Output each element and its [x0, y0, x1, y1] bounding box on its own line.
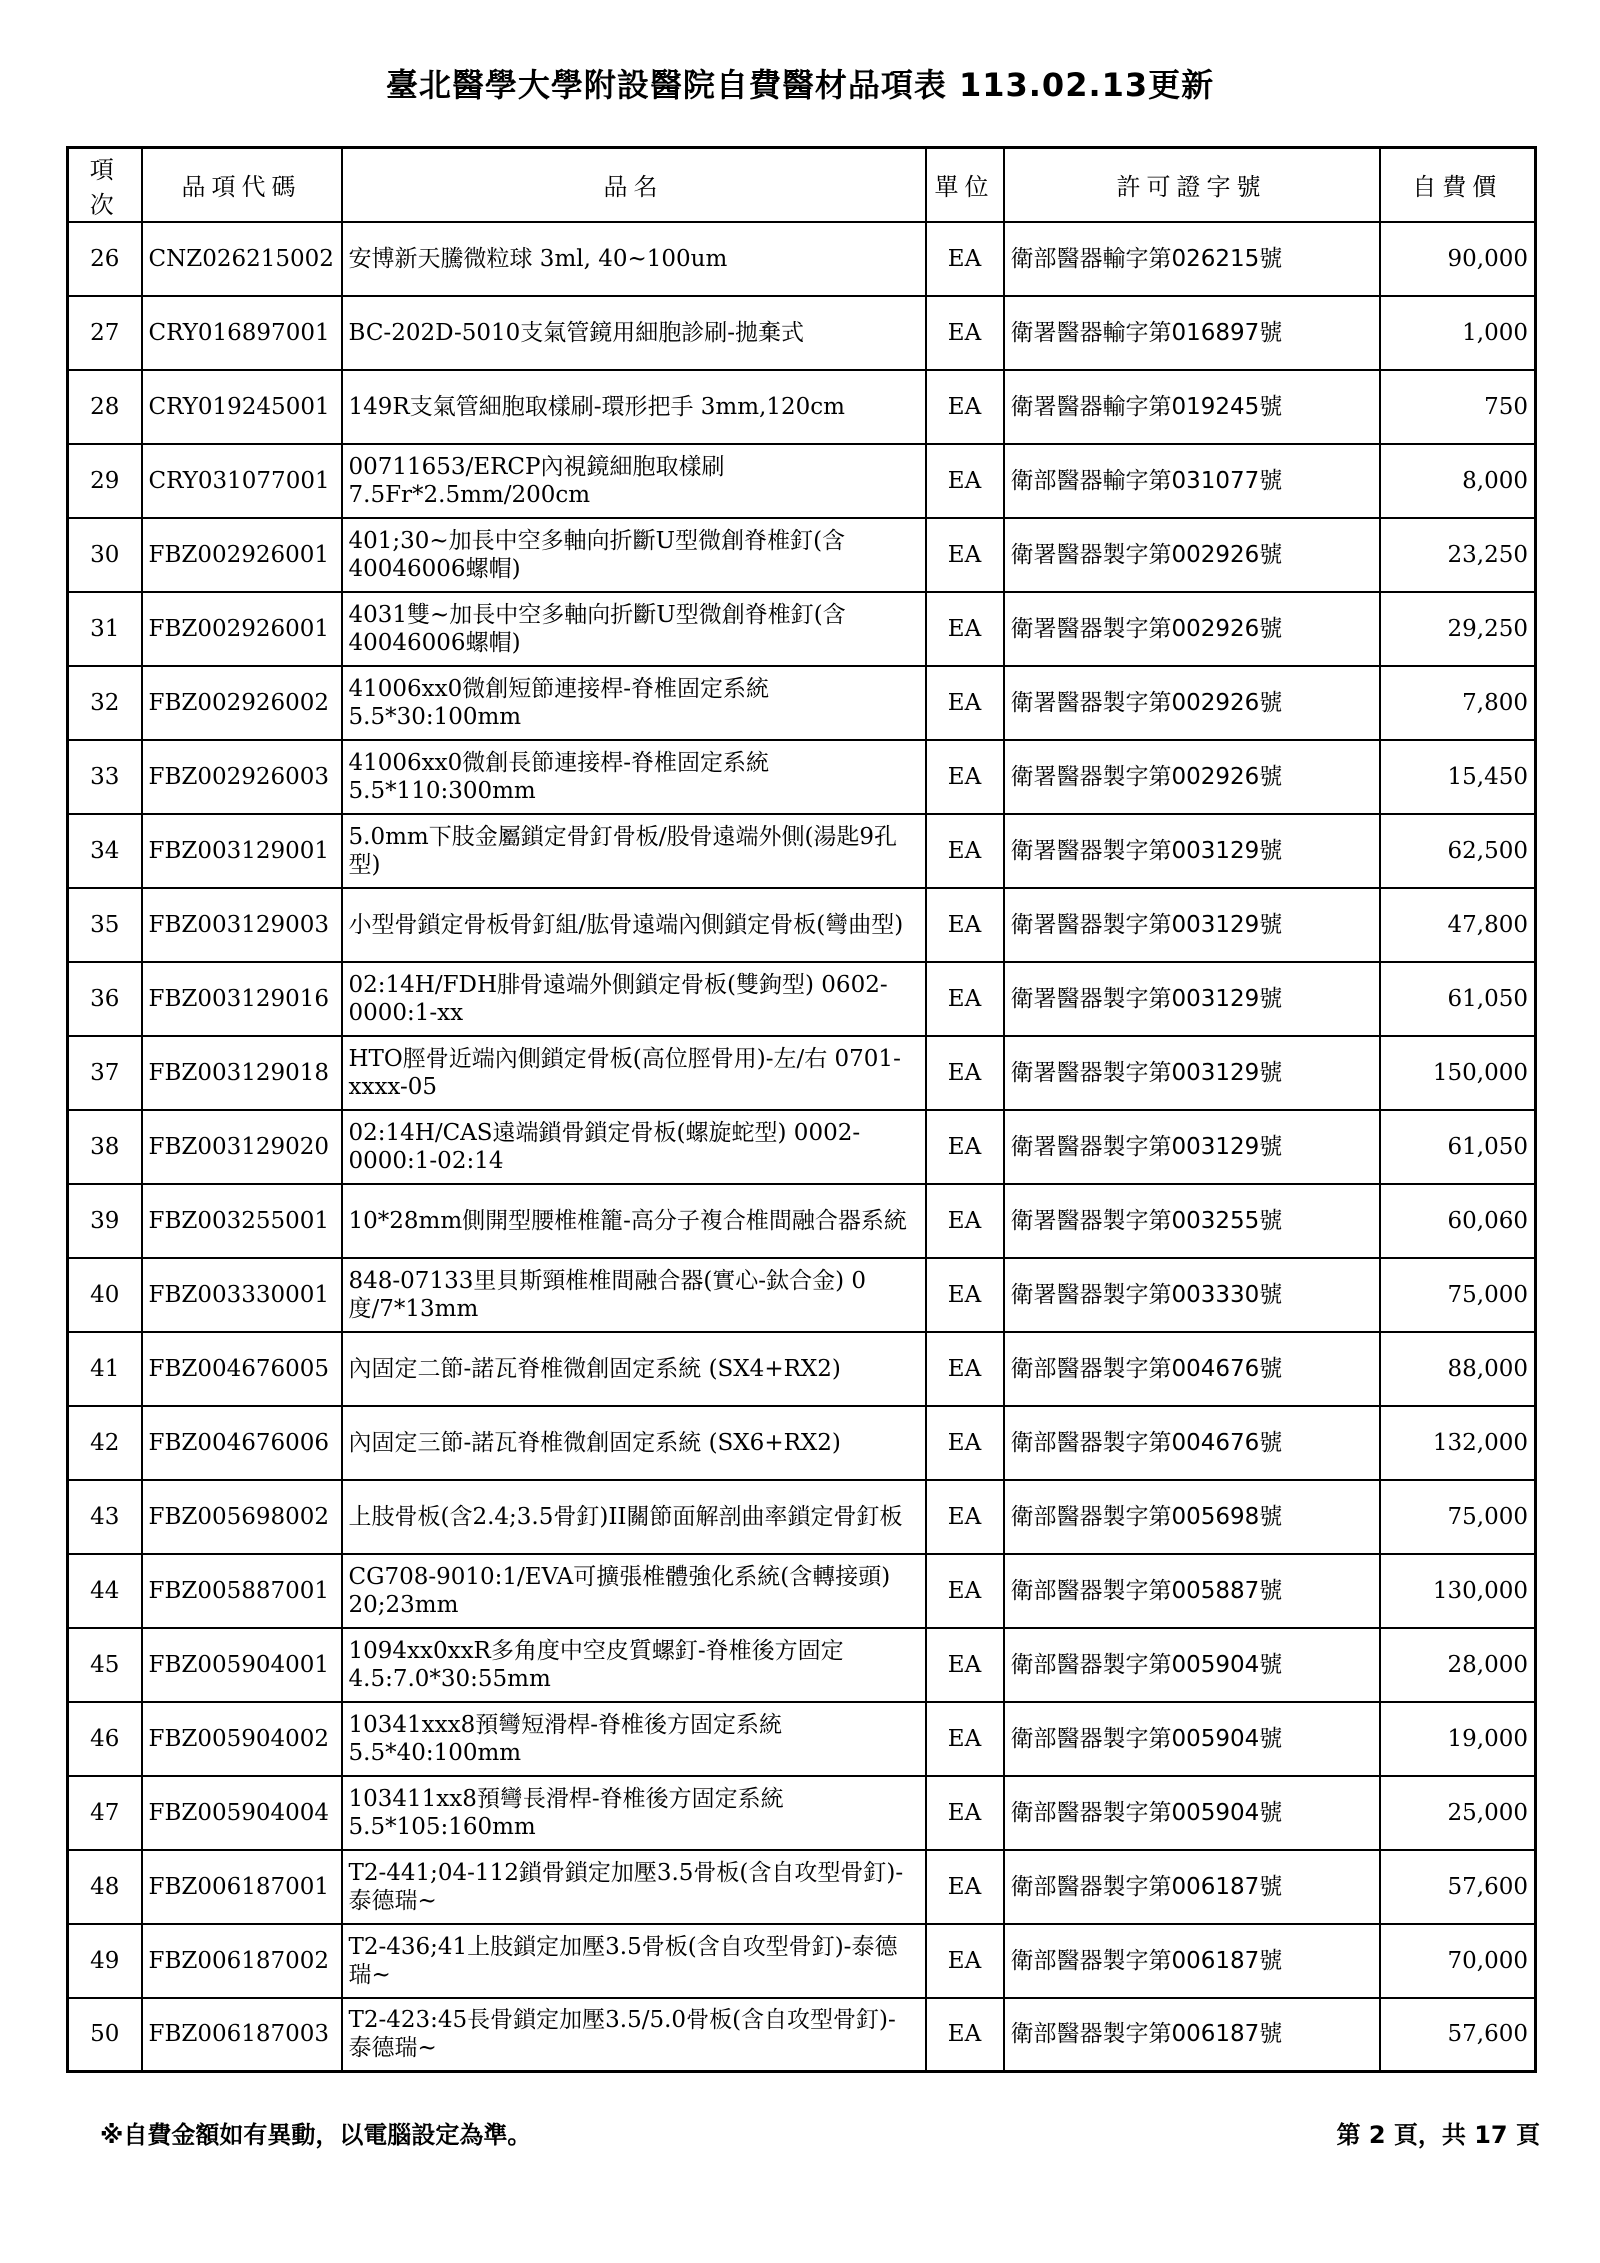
license-number: 衛署醫器製字第003129號: [1004, 814, 1380, 888]
self-pay-price: 130,000: [1380, 1554, 1536, 1628]
table-row: [68, 1628, 1536, 1702]
license-number: 衛署醫器製字第003129號: [1004, 888, 1380, 962]
item-code: FBZ006187002: [142, 1924, 342, 1998]
self-pay-price: 70,000: [1380, 1924, 1536, 1998]
self-pay-price: 132,000: [1380, 1406, 1536, 1480]
license-number: 衛署醫器製字第003255號: [1004, 1184, 1380, 1258]
header-index: 項次: [68, 148, 142, 222]
item-unit: EA: [926, 1628, 1004, 1702]
item-name: 內固定三節-諾瓦脊椎微創固定系統 (SX6+RX2): [342, 1406, 926, 1480]
self-pay-price: 47,800: [1380, 888, 1536, 962]
license-number: 衛部醫器製字第005904號: [1004, 1628, 1380, 1702]
license-number: 衛署醫器製字第002926號: [1004, 592, 1380, 666]
self-pay-price: 29,250: [1380, 592, 1536, 666]
item-code: FBZ005904001: [142, 1628, 342, 1702]
item-name: 00711653/ERCP內視鏡細胞取樣刷 7.5Fr*2.5mm/200cm: [342, 444, 926, 518]
table-row: [68, 1406, 1536, 1480]
table-row: [68, 1110, 1536, 1184]
item-code: FBZ003129016: [142, 962, 342, 1036]
self-pay-price: 61,050: [1380, 1110, 1536, 1184]
item-unit: EA: [926, 888, 1004, 962]
item-index: 35: [68, 888, 142, 962]
item-index: 46: [68, 1702, 142, 1776]
table-row: [68, 888, 1536, 962]
license-number: 衛署醫器製字第002926號: [1004, 666, 1380, 740]
item-code: FBZ005904002: [142, 1702, 342, 1776]
item-name: 41006xx0微創長節連接桿-脊椎固定系統 5.5*110:300mm: [342, 740, 926, 814]
table-row: [68, 370, 1536, 444]
header-item-name: 品名: [342, 148, 926, 222]
item-index: 38: [68, 1110, 142, 1184]
item-unit: EA: [926, 1036, 1004, 1110]
item-unit: EA: [926, 592, 1004, 666]
item-index: 43: [68, 1480, 142, 1554]
item-index: 30: [68, 518, 142, 592]
self-pay-price: 75,000: [1380, 1258, 1536, 1332]
header-license-number: 許可證字號: [1004, 148, 1380, 222]
price-table: [66, 146, 1537, 2073]
item-index: 45: [68, 1628, 142, 1702]
item-name: 1094xx0xxR多角度中空皮質螺釘-脊椎後方固定 4.5:7.0*30:55mm: [342, 1628, 926, 1702]
item-code: FBZ002926002: [142, 666, 342, 740]
item-code: FBZ002926001: [142, 592, 342, 666]
table-row: [68, 1998, 1536, 2072]
license-number: 衛部醫器製字第005887號: [1004, 1554, 1380, 1628]
table-row: [68, 666, 1536, 740]
item-code: FBZ002926001: [142, 518, 342, 592]
license-number: 衛部醫器製字第004676號: [1004, 1332, 1380, 1406]
item-unit: EA: [926, 1480, 1004, 1554]
table-row: [68, 1554, 1536, 1628]
item-name: 41006xx0微創短節連接桿-脊椎固定系統 5.5*30:100mm: [342, 666, 926, 740]
self-pay-price: 19,000: [1380, 1702, 1536, 1776]
item-name: 401;30~加長中空多軸向折斷U型微創脊椎釘(含40046006螺帽): [342, 518, 926, 592]
table-row: [68, 962, 1536, 1036]
license-number: 衛部醫器輸字第031077號: [1004, 444, 1380, 518]
item-unit: EA: [926, 1924, 1004, 1998]
self-pay-price: 750: [1380, 370, 1536, 444]
table-row: [68, 1184, 1536, 1258]
item-name: 上肢骨板(含2.4;3.5骨釘)II關節面解剖曲率鎖定骨釘板: [342, 1480, 926, 1554]
item-code: FBZ002926003: [142, 740, 342, 814]
header-unit: 單位: [926, 148, 1004, 222]
table-row: [68, 1036, 1536, 1110]
item-index: 34: [68, 814, 142, 888]
table-header-row: [68, 148, 1536, 222]
item-code: FBZ003129001: [142, 814, 342, 888]
item-unit: EA: [926, 370, 1004, 444]
item-index: 26: [68, 222, 142, 296]
self-pay-price: 60,060: [1380, 1184, 1536, 1258]
item-unit: EA: [926, 814, 1004, 888]
table-row: [68, 1776, 1536, 1850]
item-unit: EA: [926, 1332, 1004, 1406]
self-pay-price: 23,250: [1380, 518, 1536, 592]
item-index: 49: [68, 1924, 142, 1998]
license-number: 衛部醫器製字第006187號: [1004, 1924, 1380, 1998]
item-code: CRY019245001: [142, 370, 342, 444]
license-number: 衛署醫器製字第003129號: [1004, 1036, 1380, 1110]
table-row: [68, 1332, 1536, 1406]
table-row: [68, 1702, 1536, 1776]
item-name: 149R支氣管細胞取樣刷-環形把手 3mm,120cm: [342, 370, 926, 444]
item-index: 50: [68, 1998, 142, 2072]
license-number: 衛署醫器製字第002926號: [1004, 740, 1380, 814]
header-item-code: 品項代碼: [142, 148, 342, 222]
item-name: T2-441;04-112鎖骨鎖定加壓3.5骨板(含自攻型骨釘)-泰德瑞~: [342, 1850, 926, 1924]
self-pay-price: 57,600: [1380, 1998, 1536, 2072]
license-number: 衛署醫器製字第003330號: [1004, 1258, 1380, 1332]
page-number: 第 2 頁，共 17 頁: [1336, 2121, 1540, 2149]
license-number: 衛部醫器製字第005904號: [1004, 1702, 1380, 1776]
item-code: FBZ003129003: [142, 888, 342, 962]
item-index: 39: [68, 1184, 142, 1258]
item-code: FBZ005698002: [142, 1480, 342, 1554]
item-unit: EA: [926, 740, 1004, 814]
item-name: T2-423:45長骨鎖定加壓3.5/5.0骨板(含自攻型骨釘)-泰德瑞~: [342, 1998, 926, 2072]
item-unit: EA: [926, 1702, 1004, 1776]
license-number: 衛部醫器製字第006187號: [1004, 1850, 1380, 1924]
item-index: 40: [68, 1258, 142, 1332]
license-number: 衛署醫器製字第003129號: [1004, 962, 1380, 1036]
item-name: CG708-9010:1/EVA可擴張椎體強化系統(含轉接頭) 20;23mm: [342, 1554, 926, 1628]
table-row: [68, 296, 1536, 370]
item-index: 42: [68, 1406, 142, 1480]
item-unit: EA: [926, 1998, 1004, 2072]
item-code: FBZ005904004: [142, 1776, 342, 1850]
item-code: FBZ006187001: [142, 1850, 342, 1924]
item-index: 44: [68, 1554, 142, 1628]
item-name: 5.0mm下肢金屬鎖定骨釘骨板/股骨遠端外側(湯匙9孔型): [342, 814, 926, 888]
item-unit: EA: [926, 1258, 1004, 1332]
item-code: FBZ006187003: [142, 1998, 342, 2072]
item-code: FBZ004676005: [142, 1332, 342, 1406]
self-pay-price: 75,000: [1380, 1480, 1536, 1554]
item-index: 48: [68, 1850, 142, 1924]
item-code: FBZ003330001: [142, 1258, 342, 1332]
item-code: CRY016897001: [142, 296, 342, 370]
item-name: 848-07133里貝斯頸椎椎間融合器(實心-鈦合金) 0度/7*13mm: [342, 1258, 926, 1332]
item-index: 32: [68, 666, 142, 740]
item-code: FBZ003129020: [142, 1110, 342, 1184]
item-unit: EA: [926, 444, 1004, 518]
header-self-pay-price: 自費價: [1380, 148, 1536, 222]
item-unit: EA: [926, 1406, 1004, 1480]
item-code: CNZ026215002: [142, 222, 342, 296]
item-code: CRY031077001: [142, 444, 342, 518]
item-unit: EA: [926, 518, 1004, 592]
self-pay-price: 88,000: [1380, 1332, 1536, 1406]
item-unit: EA: [926, 1554, 1004, 1628]
item-index: 37: [68, 1036, 142, 1110]
table-body: [68, 222, 1536, 2072]
table-row: [68, 1258, 1536, 1332]
page-title: 臺北醫學大學附設醫院自費醫材品項表 113.02.13更新: [385, 66, 1215, 104]
item-name: 10341xxx8預彎短滑桿-脊椎後方固定系統 5.5*40:100mm: [342, 1702, 926, 1776]
item-unit: EA: [926, 1110, 1004, 1184]
item-index: 47: [68, 1776, 142, 1850]
item-index: 33: [68, 740, 142, 814]
table-row: [68, 1924, 1536, 1998]
self-pay-price: 61,050: [1380, 962, 1536, 1036]
table-row: [68, 1480, 1536, 1554]
license-number: 衛部醫器輸字第026215號: [1004, 222, 1380, 296]
table-row: [68, 444, 1536, 518]
self-pay-price: 150,000: [1380, 1036, 1536, 1110]
item-unit: EA: [926, 296, 1004, 370]
item-code: FBZ003255001: [142, 1184, 342, 1258]
self-pay-price: 7,800: [1380, 666, 1536, 740]
item-unit: EA: [926, 222, 1004, 296]
table-row: [68, 740, 1536, 814]
item-code: FBZ004676006: [142, 1406, 342, 1480]
table-row: [68, 1850, 1536, 1924]
item-name: 安博新天騰微粒球 3ml, 40~100um: [342, 222, 926, 296]
item-index: 28: [68, 370, 142, 444]
item-name: T2-436;41上肢鎖定加壓3.5骨板(含自攻型骨釘)-泰德瑞~: [342, 1924, 926, 1998]
item-index: 41: [68, 1332, 142, 1406]
license-number: 衛部醫器製字第006187號: [1004, 1998, 1380, 2072]
license-number: 衛部醫器製字第005698號: [1004, 1480, 1380, 1554]
item-unit: EA: [926, 1850, 1004, 1924]
self-pay-price: 90,000: [1380, 222, 1536, 296]
license-number: 衛署醫器製字第003129號: [1004, 1110, 1380, 1184]
item-unit: EA: [926, 666, 1004, 740]
item-index: 36: [68, 962, 142, 1036]
item-unit: EA: [926, 962, 1004, 1036]
table-row: [68, 222, 1536, 296]
self-pay-price: 28,000: [1380, 1628, 1536, 1702]
item-name: HTO脛骨近端內側鎖定骨板(高位脛骨用)-左/右 0701-xxxx-05: [342, 1036, 926, 1110]
table-row: [68, 814, 1536, 888]
item-name: 內固定二節-諾瓦脊椎微創固定系統 (SX4+RX2): [342, 1332, 926, 1406]
self-pay-price: 25,000: [1380, 1776, 1536, 1850]
item-name: 02:14H/CAS遠端鎖骨鎖定骨板(螺旋蛇型) 0002-0000:1-02:14: [342, 1110, 926, 1184]
self-pay-price: 8,000: [1380, 444, 1536, 518]
footer-note: ※自費金額如有異動，以電腦設定為準。: [100, 2121, 532, 2149]
table-row: [68, 592, 1536, 666]
license-number: 衛署醫器輸字第019245號: [1004, 370, 1380, 444]
license-number: 衛部醫器製字第005904號: [1004, 1776, 1380, 1850]
item-index: 29: [68, 444, 142, 518]
item-unit: EA: [926, 1776, 1004, 1850]
license-number: 衛署醫器製字第002926號: [1004, 518, 1380, 592]
license-number: 衛署醫器輸字第016897號: [1004, 296, 1380, 370]
item-code: FBZ003129018: [142, 1036, 342, 1110]
license-number: 衛部醫器製字第004676號: [1004, 1406, 1380, 1480]
item-name: 小型骨鎖定骨板骨釘組/肱骨遠端內側鎖定骨板(彎曲型): [342, 888, 926, 962]
item-name: 103411xx8預彎長滑桿-脊椎後方固定系統 5.5*105:160mm: [342, 1776, 926, 1850]
item-index: 27: [68, 296, 142, 370]
item-name: 4031雙~加長中空多軸向折斷U型微創脊椎釘(含40046006螺帽): [342, 592, 926, 666]
item-name: 02:14H/FDH腓骨遠端外側鎖定骨板(雙鉤型) 0602-0000:1-xx: [342, 962, 926, 1036]
self-pay-price: 15,450: [1380, 740, 1536, 814]
self-pay-price: 62,500: [1380, 814, 1536, 888]
item-name: 10*28mm側開型腰椎椎籠-高分子複合椎間融合器系統: [342, 1184, 926, 1258]
item-name: BC-202D-5010支氣管鏡用細胞診刷-拋棄式: [342, 296, 926, 370]
item-code: FBZ005887001: [142, 1554, 342, 1628]
self-pay-price: 1,000: [1380, 296, 1536, 370]
item-unit: EA: [926, 1184, 1004, 1258]
item-index: 31: [68, 592, 142, 666]
self-pay-price: 57,600: [1380, 1850, 1536, 1924]
table-row: [68, 518, 1536, 592]
